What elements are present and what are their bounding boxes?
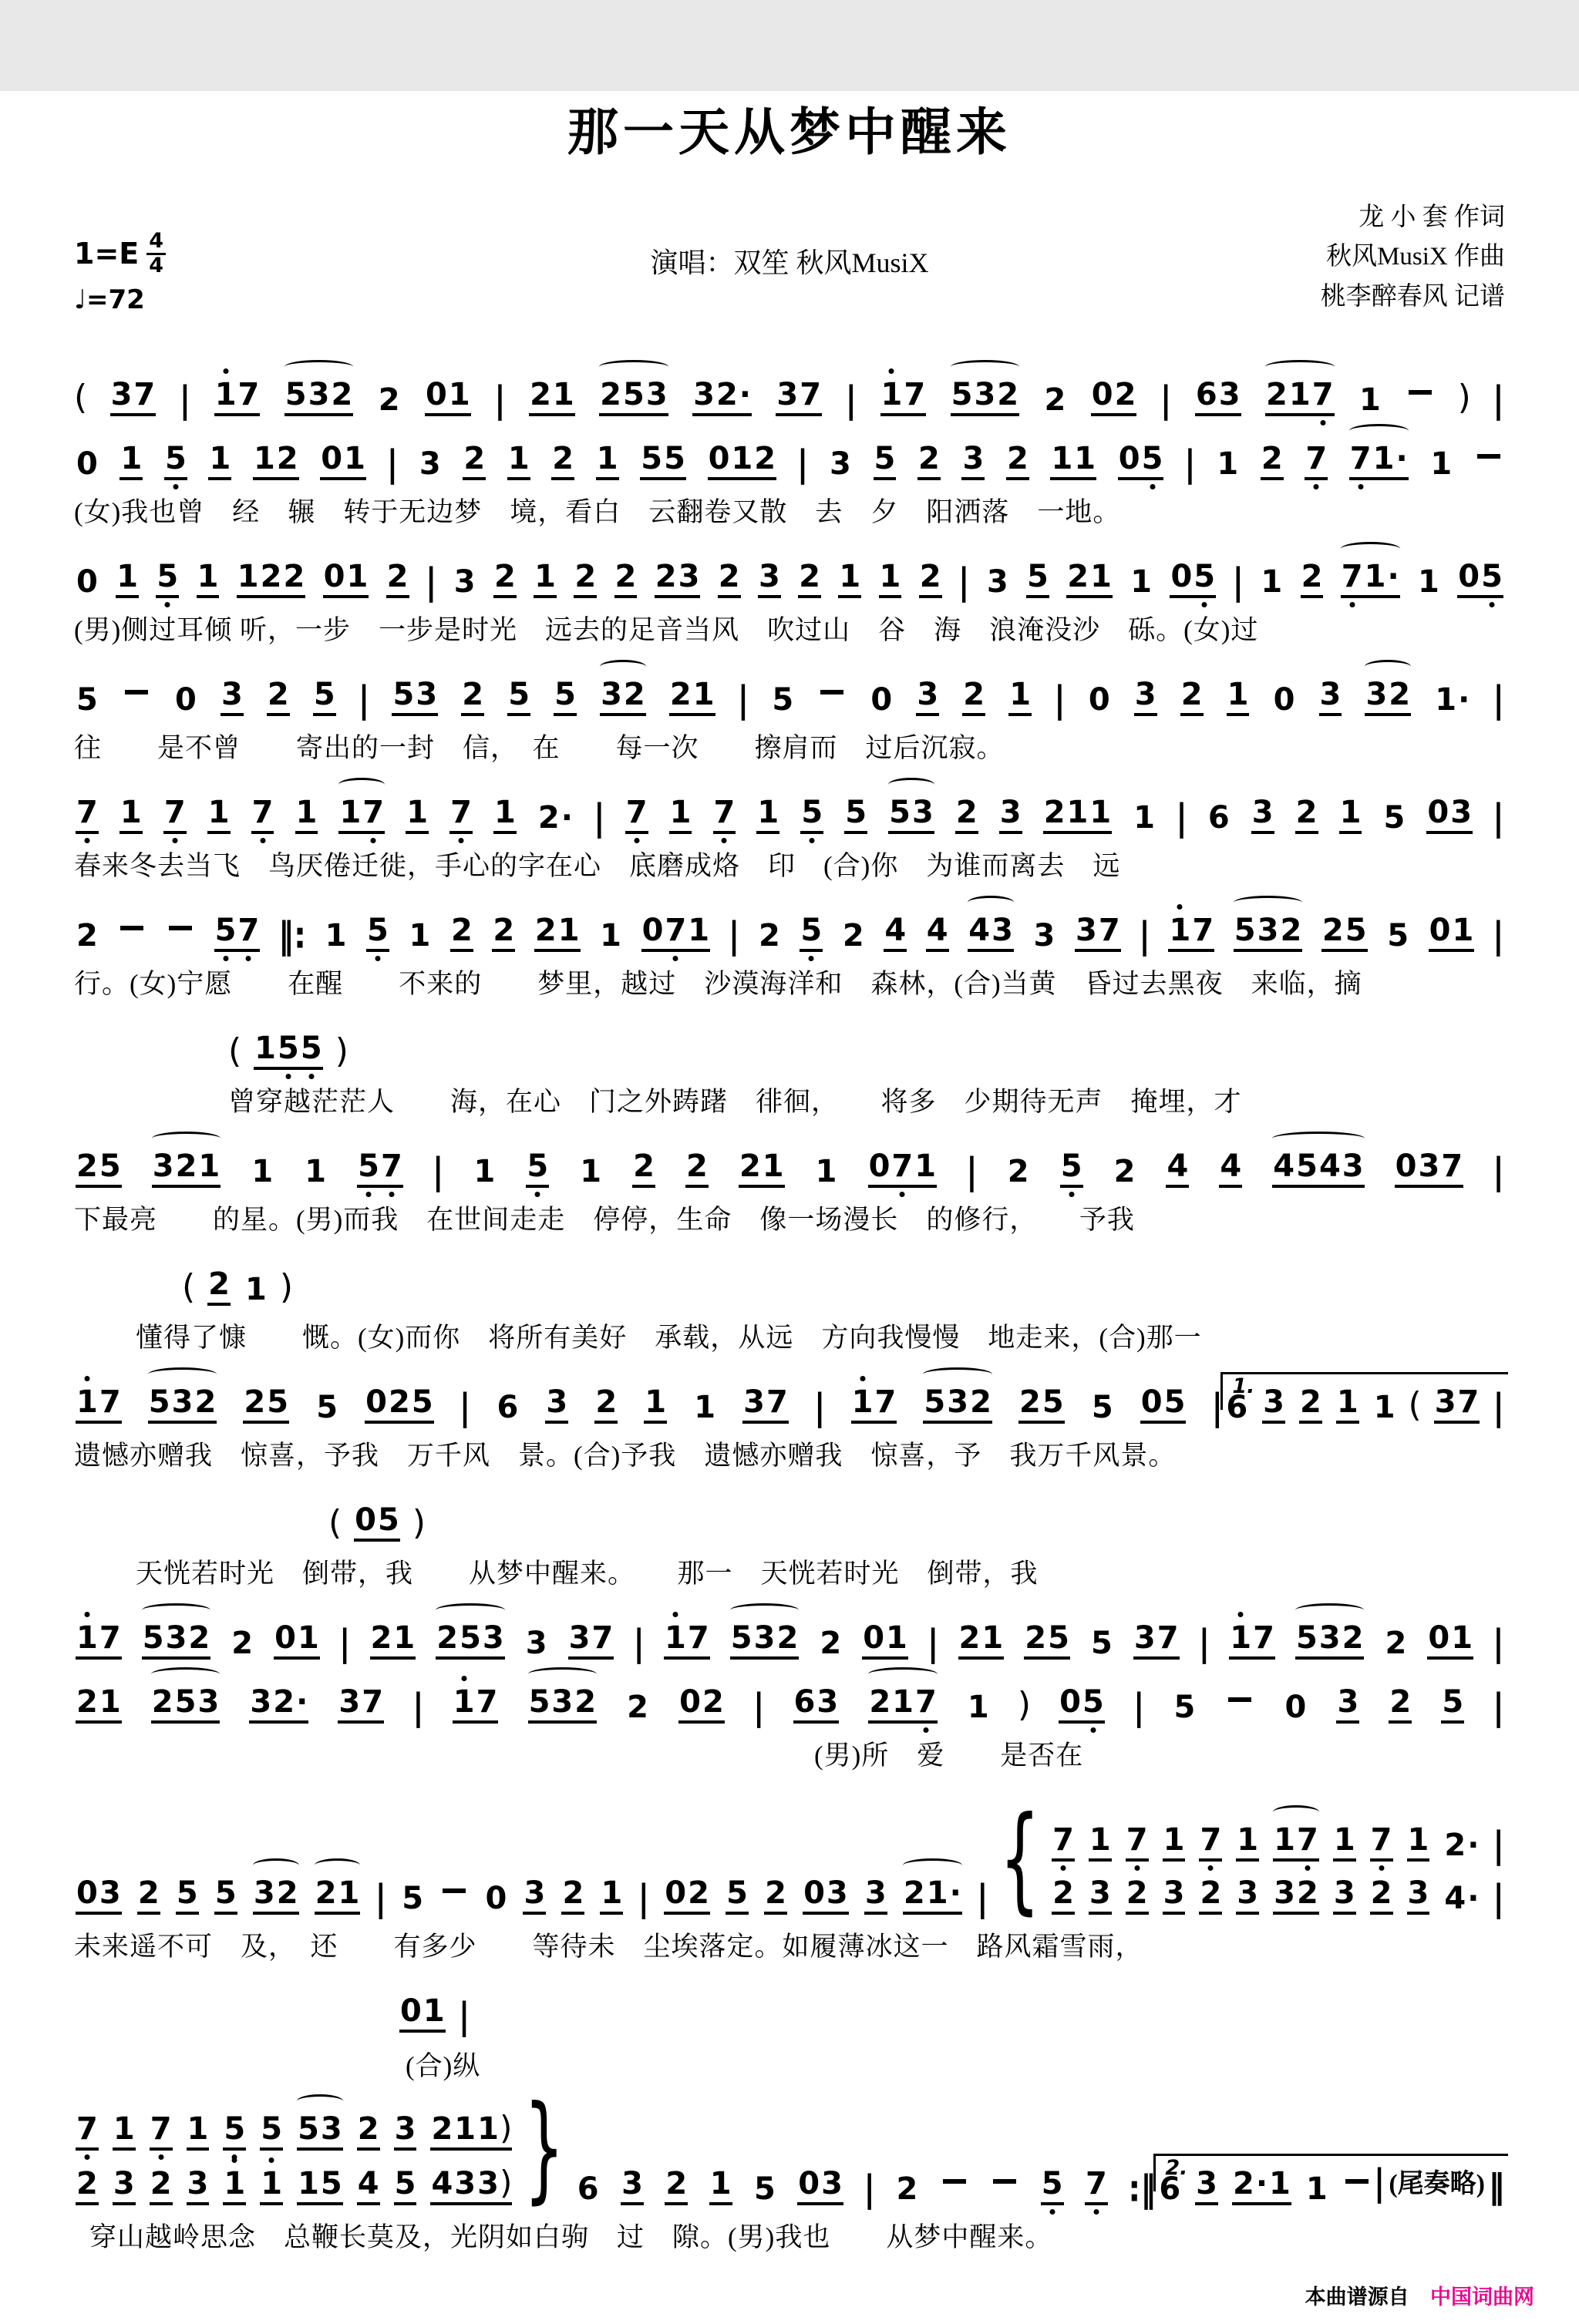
credit-transcriber: 桃李醉春风 记谱	[1320, 282, 1505, 311]
music-segment: 1 7 5 3 2 2 5 5 0 2 5 | 6 3 2 1 1 3 7 | 1 7 5 3 2 2 5 5 0 5 |	[76, 1384, 1224, 1429]
lyrics-line: 春来冬去当飞 鸟厌倦迁徙，手心的字在心 底磨成烙 印 (合)你 为谁而离去 远	[74, 851, 1121, 882]
ossia-notes: ( 2 1 )	[182, 1266, 294, 1308]
music-segment: 0 3 2 5 5 3 2 2 1 | 5 0 3 2 1 | 0 2 5 2 0 3 3 2 1 · |	[76, 1875, 988, 1920]
system-1	[74, 352, 1505, 422]
barline: |	[1373, 2162, 1385, 2205]
divisi-lower-voice: 2 3 2 3 1 1 1 5 4 5 4 3 3 )	[74, 2161, 513, 2205]
credit-lyricist: 龙 小 套 作词	[1358, 203, 1505, 232]
divisi-brace: }	[524, 2081, 565, 2216]
music-line: 2 1 2 5 3 3 2 · 3 7 | 1 7 5 3 2 2 0 2 | 6 3 2 1 7 1 ) 0 5 | 5 0 3 2 5 |	[76, 1684, 1504, 1729]
divisi-lower-voice: 2 3 2 3 2 3 3 2 3 2 3 4 · |	[1052, 1875, 1504, 1920]
music-line	[74, 1360, 1505, 1429]
music-line: 2 5 7 ‖: 1 5 1 2 2 2 1 1 0 7 1 | 2 5 2 4 4 4 3 3 3 7 | 1 7 5 3 2 2 5 5 0 1 |	[76, 913, 1504, 957]
pickup-measure	[398, 1969, 1505, 2084]
lyrics-line: (男)所 爱 是否在	[814, 1740, 1084, 1771]
credits	[1321, 198, 1505, 316]
system-6	[74, 888, 1505, 1119]
system-7	[74, 1124, 1505, 1355]
first-ending	[1224, 1374, 1505, 1429]
divisi-upper-voice: 7 1 7 1 5 5 5 3 2 3 2 1 1 )	[74, 2091, 513, 2151]
lyrics-line: 往 是不曾 寄出的一封 信， 在 每一次 擦肩而 过后沉寂。	[74, 733, 1005, 764]
divisi-upper-voice: 7 1 7 1 7 1 1 7 1 7 1 2 · |	[1052, 1822, 1504, 1867]
footer-source-prefix: 本曲谱源自	[1305, 2285, 1409, 2309]
system-9	[74, 1596, 1505, 1665]
music-line: 7 1 7 1 7 1 1 7 1 7 1 2 · | 7 1 7 1 5 5 5 3 2 3 2 1 1 1 | 6 3 2 1 5 0 3 |	[76, 795, 1504, 839]
key-label: 1=E	[74, 237, 140, 271]
system-4	[74, 652, 1505, 765]
footer-source	[1305, 2280, 1534, 2310]
tempo-marking: ♩=72	[74, 284, 145, 316]
volta-bracket-2: 2.	[1153, 2154, 1508, 2191]
music-line: 0 1 5 1 1 2 0 1 | 3 2 1 2 1 5 5 0 1 2 | 3 5 2 3 2 1 1 0 5 | 1 2 7 7 1 · 1	[74, 416, 1505, 480]
ossia-notes: ( 0 5 )	[328, 1502, 426, 1542]
music-line: 2 5 3 2 1 1 1 5 7 | 1 5 1 2 2 2 1 1 0 7 1 | 2 5 2 4 4 4 5 4 3 0 3 7 |	[76, 1149, 1504, 1193]
header-meta	[74, 198, 1505, 352]
system-11	[74, 1777, 1505, 1964]
lyrics-line: 行。(女)宁愿 在醒 不来的 梦里，越过 沙漠海洋和 森林，(合)当黄 昏过去黑夜 来临，摘	[74, 969, 1362, 1000]
pickup-notes: 0 1 |	[400, 1993, 470, 2038]
ossia-notes: ( 1 5 5 )	[228, 1031, 348, 1071]
music-line: ( 3 7 | 1 7 5 3 2 2 0 1 | 2 1 2 5 3 3 2 · 3 7 | 1 7 5 3 2 2 0 2 | 6 3 2 1 7 1 ) |	[74, 377, 1504, 422]
credit-composer: 秋风MusiX 作曲	[1326, 243, 1505, 271]
outro-note: (尾奏略)	[1389, 2170, 1485, 2199]
lyrics-line: 下最亮 的星。(男)而我 在世间走走 停停，生命 像一场漫长 的修行， 予我	[74, 1205, 1135, 1236]
lyrics-line: 穿山越岭思念 总鞭长莫及，光阴如白驹 过 隙。(男)我也 从梦中醒来。	[89, 2222, 1053, 2253]
lyrics-line: (男)侧过耳倾 听，一步 一步是时光 远去的足音当风 吹过山 谷 海 浪淹没沙 砾。(女)过	[74, 615, 1259, 646]
divisi-brace: {	[999, 1792, 1040, 1927]
lyrics-line: (女)我也曾 经 辗 转于无边梦 境，看白 云翻卷又散 去 夕 阳洒落 一地。	[74, 497, 1121, 528]
second-ending	[1156, 2156, 1505, 2208]
divisi-group	[74, 2081, 575, 2216]
music-line	[74, 1777, 1505, 1927]
time-numerator: 4	[146, 230, 166, 254]
final-barline: ‖	[1488, 2166, 1505, 2206]
system-5	[74, 770, 1505, 883]
song-title: 那一天从梦中醒来	[567, 103, 1012, 162]
system-8	[74, 1360, 1505, 1591]
system-2	[74, 416, 1505, 530]
music-line: 5 0 3 2 5 | 5 3 2 5 5 3 2 2 1 | 5 0 3 2 1 | 0 3 2 1 0 3 3 2 1 · |	[76, 677, 1504, 721]
system-10	[74, 1660, 1505, 1773]
lyrics-line-2: 懂得了慷 慨。(女)而你 将所有美好 承载，从远 方向我慢慢 地走来，(合)那一	[136, 1323, 1202, 1354]
pickup-lyric: (合)纵	[406, 2051, 481, 2082]
performer-line: 演唱：双笙 秋风MusiX	[650, 247, 929, 279]
music-segment: 6 3 2 1 1 ( 3 7 |	[1226, 1384, 1504, 1429]
system-12	[74, 1969, 1505, 2255]
music-line: 1 7 5 3 2 2 0 1 | 2 1 2 5 3 3 3 7 | 1 7 5 3 2 2 0 1 | 2 1 2 5 5 3 7 | 1 7 5 3 2 2 0 1 |	[76, 1620, 1504, 1665]
music-line: 0 1 5 1 1 2 2 0 1 2 | 3 2 1 2 2 2 3 2 3 2 1 1 2 | 3 5 2 1 1 0 5 | 1 2 7 1 · 1 0 5	[76, 559, 1503, 604]
music-segment: 6 3 2 1 5 0 3 | 2 5 7 :‖	[577, 2166, 1156, 2211]
lyrics-line-2: 曾穿越茫茫人 海，在心 门之外踌躇 徘徊， 将多 少期待无声 掩埋，才	[228, 1087, 1242, 1118]
music-segment: 6 3 2 · 1 1	[1156, 2168, 1372, 2205]
footer-site-name: 中国词曲网	[1430, 2285, 1534, 2309]
volta-bracket-1: 1.	[1220, 1372, 1508, 1410]
divisi-group	[989, 1792, 1505, 1927]
music-line	[74, 2081, 1505, 2216]
sheet-music-page	[0, 91, 1579, 2324]
lyrics-line: 遗憾亦赠我 惊喜，予我 万千风 景。(合)予我 遗憾亦赠我 惊喜，予 我万千风景。	[74, 1441, 1177, 1471]
system-3	[74, 534, 1505, 647]
lyrics-line: 未来遥不可 及， 还 有多少 等待未 尘埃落定。如履薄冰这一 路风霜雪雨，	[74, 1932, 1143, 1962]
time-denominator: 4	[149, 253, 164, 277]
lyrics-line-2: 天恍若时光 倒带，我 从梦中醒来。 那一 天恍若时光 倒带，我	[136, 1559, 1039, 1589]
